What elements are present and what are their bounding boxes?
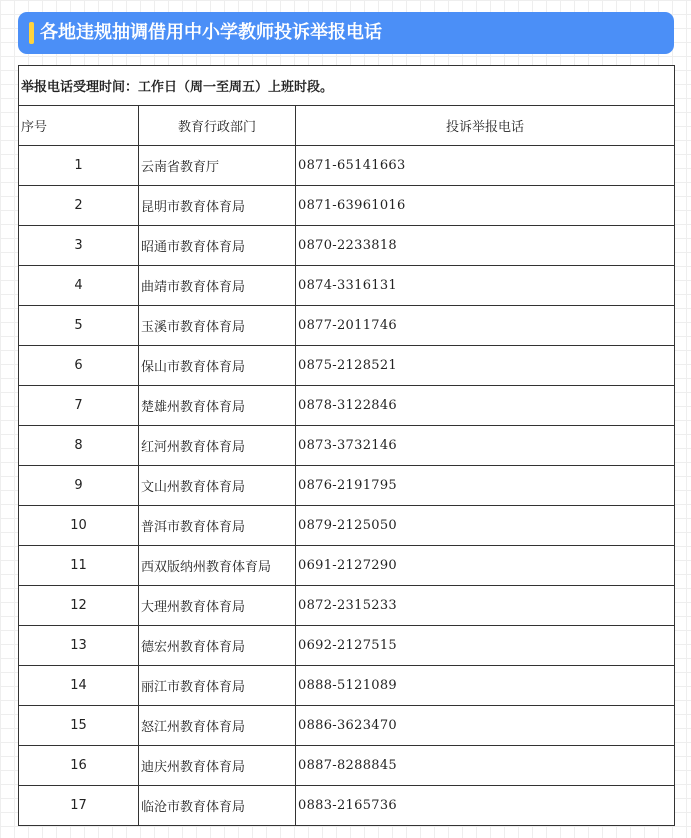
table-row bbox=[19, 546, 675, 586]
row-number: 9 bbox=[19, 466, 139, 506]
table-row bbox=[19, 506, 675, 546]
phone-number: 0888-5121089 bbox=[296, 666, 675, 706]
table-row bbox=[19, 666, 675, 706]
table-row bbox=[19, 426, 675, 466]
service-hours-note: 举报电话受理时间：工作日（周一至周五）上班时段。 bbox=[19, 66, 675, 106]
row-number: 13 bbox=[19, 626, 139, 666]
phone-number: 0875-2128521 bbox=[296, 346, 675, 386]
table-row bbox=[19, 306, 675, 346]
table-row bbox=[19, 466, 675, 506]
table-row bbox=[19, 706, 675, 746]
row-number: 10 bbox=[19, 506, 139, 546]
department-name: 临沧市教育体育局 bbox=[139, 786, 296, 826]
department-name: 大理州教育体育局 bbox=[139, 586, 296, 626]
hotline-table bbox=[18, 65, 675, 826]
row-number: 1 bbox=[19, 146, 139, 186]
note-row bbox=[19, 66, 675, 106]
department-name: 昆明市教育体育局 bbox=[139, 186, 296, 226]
table-row bbox=[19, 386, 675, 426]
table-row bbox=[19, 586, 675, 626]
phone-number: 0870-2233818 bbox=[296, 226, 675, 266]
phone-number: 0876-2191795 bbox=[296, 466, 675, 506]
table-row bbox=[19, 346, 675, 386]
phone-number: 0883-2165736 bbox=[296, 786, 675, 826]
table-row bbox=[19, 266, 675, 306]
column-header-phone: 投诉举报电话 bbox=[296, 106, 675, 146]
phone-number: 0691-2127290 bbox=[296, 546, 675, 586]
department-name: 怒江州教育体育局 bbox=[139, 706, 296, 746]
row-number: 5 bbox=[19, 306, 139, 346]
department-name: 丽江市教育体育局 bbox=[139, 666, 296, 706]
table-row bbox=[19, 226, 675, 266]
table-row bbox=[19, 186, 675, 226]
department-name: 德宏州教育体育局 bbox=[139, 626, 296, 666]
phone-number: 0878-3122846 bbox=[296, 386, 675, 426]
phone-number: 0871-65141663 bbox=[296, 146, 675, 186]
department-name: 西双版纳州教育体育局 bbox=[139, 546, 296, 586]
phone-number: 0873-3732146 bbox=[296, 426, 675, 466]
table-row bbox=[19, 746, 675, 786]
department-name: 保山市教育体育局 bbox=[139, 346, 296, 386]
phone-number: 0886-3623470 bbox=[296, 706, 675, 746]
table-row bbox=[19, 146, 675, 186]
row-number: 14 bbox=[19, 666, 139, 706]
column-header-no: 序号 bbox=[19, 106, 139, 146]
column-header-dept: 教育行政部门 bbox=[139, 106, 296, 146]
row-number: 17 bbox=[19, 786, 139, 826]
row-number: 8 bbox=[19, 426, 139, 466]
phone-number: 0871-63961016 bbox=[296, 186, 675, 226]
row-number: 16 bbox=[19, 746, 139, 786]
phone-number: 0874-3316131 bbox=[296, 266, 675, 306]
department-name: 红河州教育体育局 bbox=[139, 426, 296, 466]
title-banner bbox=[18, 12, 674, 54]
phone-number: 0692-2127515 bbox=[296, 626, 675, 666]
department-name: 楚雄州教育体育局 bbox=[139, 386, 296, 426]
department-name: 曲靖市教育体育局 bbox=[139, 266, 296, 306]
phone-number: 0879-2125050 bbox=[296, 506, 675, 546]
department-name: 迪庆州教育体育局 bbox=[139, 746, 296, 786]
row-number: 11 bbox=[19, 546, 139, 586]
row-number: 3 bbox=[19, 226, 139, 266]
phone-number: 0877-2011746 bbox=[296, 306, 675, 346]
row-number: 7 bbox=[19, 386, 139, 426]
header-row bbox=[19, 106, 675, 146]
department-name: 文山州教育体育局 bbox=[139, 466, 296, 506]
department-name: 玉溪市教育体育局 bbox=[139, 306, 296, 346]
phone-number: 0872-2315233 bbox=[296, 586, 675, 626]
row-number: 4 bbox=[19, 266, 139, 306]
row-number: 2 bbox=[19, 186, 139, 226]
row-number: 12 bbox=[19, 586, 139, 626]
department-name: 云南省教育厅 bbox=[139, 146, 296, 186]
table-row bbox=[19, 626, 675, 666]
phone-number: 0887-8288845 bbox=[296, 746, 675, 786]
row-number: 6 bbox=[19, 346, 139, 386]
page-title: 各地违规抽调借用中小学教师投诉举报电话 bbox=[40, 22, 382, 43]
row-number: 15 bbox=[19, 706, 139, 746]
department-name: 普洱市教育体育局 bbox=[139, 506, 296, 546]
banner-accent-bar bbox=[29, 22, 34, 44]
department-name: 昭通市教育体育局 bbox=[139, 226, 296, 266]
table-row bbox=[19, 786, 675, 826]
